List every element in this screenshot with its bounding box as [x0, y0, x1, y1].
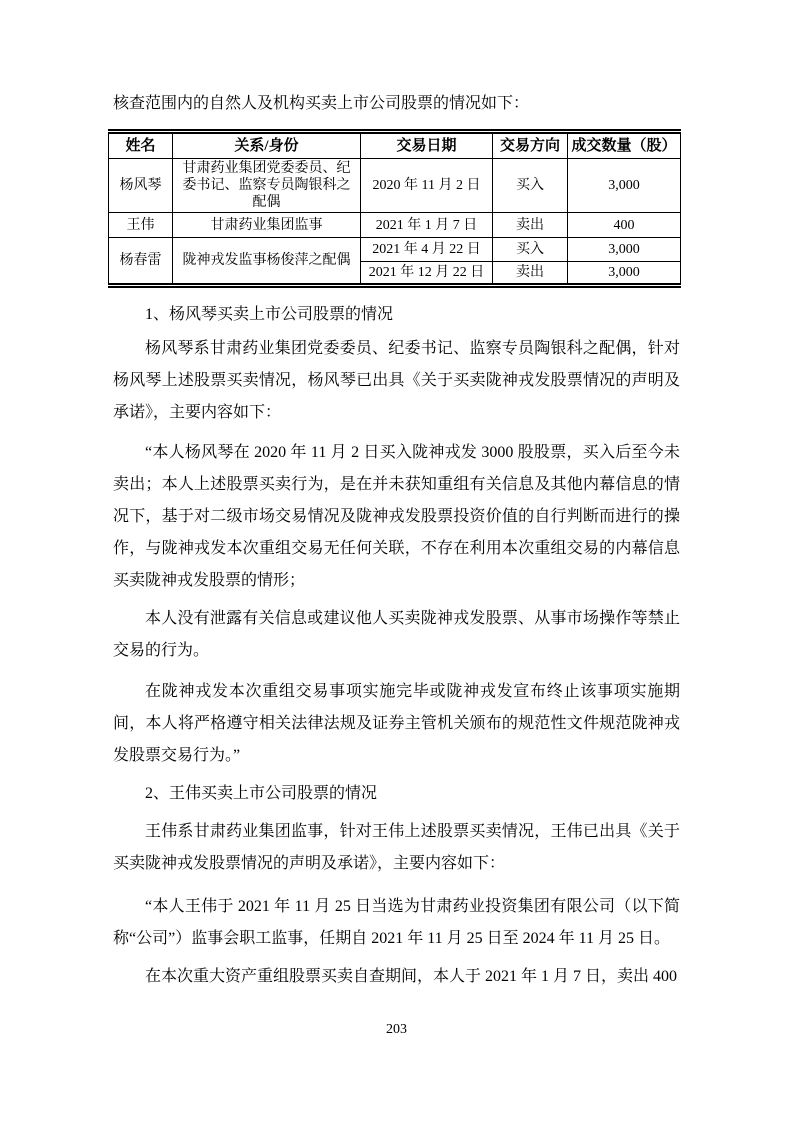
col-header-date: 交易日期 [361, 132, 493, 159]
col-header-relation: 关系/身份 [173, 132, 361, 159]
paragraph-wang-statement-1: “本人王伟于 2021 年 11 月 25 日当选为甘肃药业投资集团有限公司（以下简称“公司”）监事会职工监事，任期自 2021 年 11 月 25 日至 2024 年 11 月 25 日。 [113, 898, 680, 947]
table-row [109, 159, 681, 213]
cell-quantity: 3,000 [568, 238, 681, 262]
paragraph-yang-statement-2: 本人没有泄露有关信息或建议他人买卖陇神戎发股票、从事市场操作等禁止交易的行为。 [113, 610, 680, 659]
paragraph-yang-statement-1: “本人杨风琴在 2020 年 11 月 2 日买入陇神戎发 3000 股股票，买入后至今未卖出；本人上述股票买卖行为，是在并未获知重组有关信息及其他内幕信息的情况下，基于对二级市场交易情况及陇神戎发股票投资价值的自行判断而进行的操作，与陇神戎发本次重组交易无任何关联，不存在利用本次重组交易的内幕信息买卖陇神戎发股票的情形； [113, 444, 680, 589]
cell-relation: 甘肃药业集团监事 [173, 213, 361, 238]
cell-date: 2021 年 4 月 22 日 [361, 238, 493, 262]
cell-quantity: 3,000 [568, 262, 681, 286]
cell-direction: 买入 [493, 238, 568, 262]
section-heading-1: 1、杨风琴买卖上市公司股票的情况 [145, 306, 394, 323]
paragraph-wang-statement-2: 在本次重大资产重组股票买卖自查期间，本人于 2021 年 1 月 7 日，卖出 400 [145, 968, 678, 985]
stock-trades-table [108, 129, 681, 288]
col-header-name: 姓名 [109, 132, 173, 159]
cell-date: 2021 年 1 月 7 日 [361, 213, 493, 238]
cell-date: 2021 年 12 月 22 日 [361, 262, 493, 286]
section-heading-2: 2、王伟买卖上市公司股票的情况 [145, 785, 378, 802]
table-row [109, 213, 681, 238]
paragraph-yang-statement-3: 在陇神戎发本次重组交易事项实施完毕或陇神戎发宣布终止该事项实施期间，本人将严格遵守相关法律法规及证券主管机关颁布的规范性文件规范陇神戎发股票交易行为。” [113, 683, 680, 764]
cell-quantity: 3,000 [568, 159, 681, 213]
cell-direction: 买入 [493, 159, 568, 213]
paragraph-wang-intro: 王伟系甘肃药业集团监事，针对王伟上述股票买卖情况，王伟已出具《关于买卖陇神戎发股票情况的声明及承诺》，主要内容如下： [113, 823, 680, 872]
page-number: 203 [386, 1022, 407, 1037]
cell-direction: 卖出 [493, 262, 568, 286]
paragraph-yang-intro: 杨风琴系甘肃药业集团党委委员、纪委书记、监察专员陶银科之配偶，针对杨风琴上述股票买卖情况，杨风琴已出具《关于买卖陇神戎发股票情况的声明及承诺》，主要内容如下： [113, 340, 680, 421]
cell-relation: 陇神戎发监事杨俊萍之配偶 [173, 238, 361, 286]
cell-quantity: 400 [568, 213, 681, 238]
table-header-row [109, 132, 681, 159]
cell-name: 杨春雷 [109, 238, 173, 286]
cell-direction: 卖出 [493, 213, 568, 238]
table-row [109, 238, 681, 262]
cell-date: 2020 年 11 月 2 日 [361, 159, 493, 213]
col-header-direction: 交易方向 [493, 132, 568, 159]
col-header-quantity: 成交数量（股） [568, 132, 681, 159]
cell-name: 王伟 [109, 213, 173, 238]
cell-name: 杨风琴 [109, 159, 173, 213]
intro-text: 核查范围内的自然人及机构买卖上市公司股票的情况如下： [113, 95, 530, 112]
cell-relation: 甘肃药业集团党委委员、纪委书记、监察专员陶银科之配偶 [173, 159, 361, 213]
